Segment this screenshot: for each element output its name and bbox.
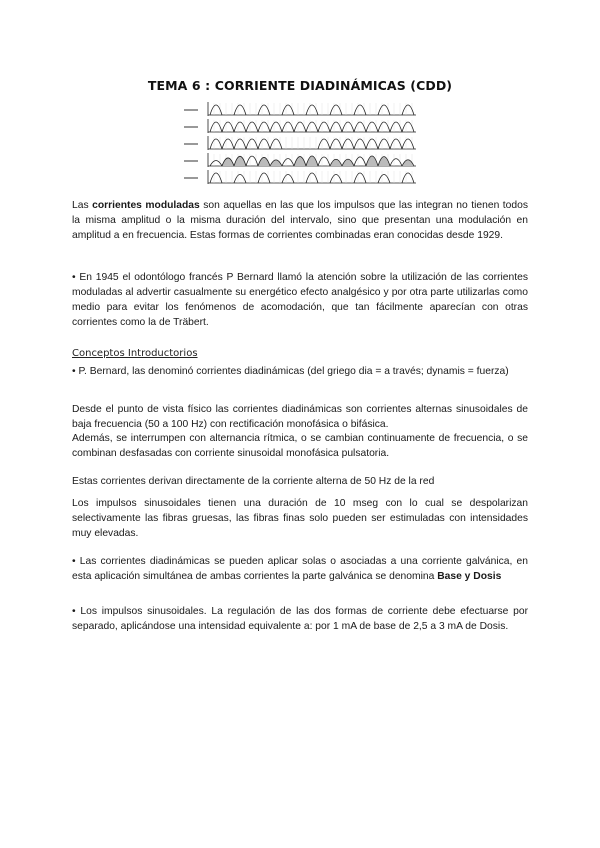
waveform-figure [180, 98, 424, 192]
paragraph-bernard-history: • En 1945 el odontólogo francés P Bernard llamó la atención sobre la utilización de las corrientes moduladas al advertir casualmente su energético efecto analgésico y por otra parte utilizarlas como medio para evitar los fenómenos de acomodación, que tan fácilmente aparecían con otras corrientes como la de Träbert. [72, 272, 528, 328]
p8-text: • Las corrientes diadinámicas se pueden aplicar solas o asociadas a una corriente galvánica, en esta aplicación simultánea de ambas corrientes la parte galvánica se denomina [72, 556, 528, 582]
paragraph-regulation: • Los impulsos sinusoidales. La regulación de las dos formas de corriente debe efectuarse por separado, aplicándose una intensidad equivalente a: por 1 mA de base de 2,5 a 3 mA de Dosis. [72, 606, 528, 632]
paragraph-impulse-duration: Los impulsos sinusoidales tienen una duración de 10 mseg con lo cual se despolarizan selectivamente las fibras gruesas, las fibras finas solo pueden ser estimuladas con intensidades muy elevadas. [72, 498, 528, 539]
p1-bold-term: corrientes moduladas [92, 200, 200, 211]
paragraph-physical-definition: Desde el punto de vista físico las corrientes diadinámicas son corrientes alternas sinusoidales de baja frecuencia (50 a 100 Hz) con rectificación monofásica o bifásica. [72, 404, 528, 430]
paragraph-modulated-currents [72, 198, 528, 243]
paragraph-denomination: • P. Bernard, las denominó corrientes diadinámicas (del griego dia = a través; dynamis = fuerza) [72, 366, 509, 377]
section-heading: Conceptos Introductorios [72, 348, 198, 359]
paragraph-50hz: Estas corrientes derivan directamente de la corriente alterna de 50 Hz de la red [72, 476, 435, 487]
p1-text-end: son aquellas en las que los impulsos que las integran no tienen todos la misma amplitud o la misma duración del intervalo, sino que presentan una modulación en amplitud a en frecuencia. Estas formas de corrientes combinadas eran conocidas desde 1929. [72, 200, 528, 241]
p1-text-start: Las [72, 200, 93, 211]
paragraph-interruptions: Además, se interrumpen con alternancia rítmica, o se cambian continuamente de frecuencia, o se combinan desfasadas con corriente sinusoidal monofásica pulsatoria. [72, 433, 528, 459]
p8-bold-term: Base y Dosis [437, 571, 502, 582]
page-title: TEMA 6 : CORRIENTE DIADINÁMICAS (CDD) [147, 78, 453, 93]
paragraph-base-dosis [72, 554, 528, 584]
